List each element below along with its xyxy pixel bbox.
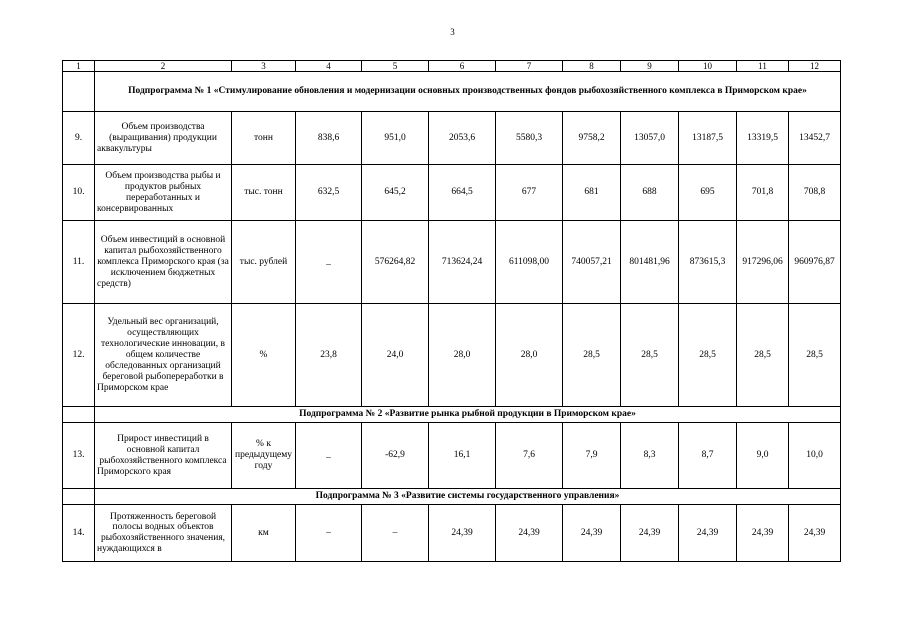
value-cell: 24,0 xyxy=(362,304,429,407)
value-cell: 681 xyxy=(563,165,621,221)
value-cell: _ xyxy=(296,423,362,489)
value-cell: 24,39 xyxy=(737,505,789,562)
value-cell: 13187,5 xyxy=(679,112,737,165)
indicator-name: Прирост инвестиций в основной капитал рыбохозяйственного комплекса Приморского края xyxy=(95,423,232,489)
value-cell: 801481,96 xyxy=(621,221,679,304)
column-header: 9 xyxy=(621,61,679,72)
column-header: 2 xyxy=(95,61,232,72)
indicator-name: Протяженность береговой полосы водных объектов рыбохозяйственного значения, нуждающихся в xyxy=(95,505,232,562)
section-heading: Подпрограмма № 3 «Развитие системы государственного управления» xyxy=(95,489,841,505)
value-cell: 24,39 xyxy=(429,505,496,562)
section-heading: Подпрограмма № 2 «Развитие рынка рыбной продукции в Приморском крае» xyxy=(95,407,841,423)
row-number: 13. xyxy=(63,423,95,489)
section-heading: Подпрограмма № 1 «Стимулирование обновления и модернизации основных производственных фондов рыбохозяйственного комплекса в Приморском крае» xyxy=(95,72,841,112)
value-cell: 8,3 xyxy=(621,423,679,489)
value-cell: 28,5 xyxy=(679,304,737,407)
value-cell: 838,6 xyxy=(296,112,362,165)
unit-cell: км xyxy=(232,505,296,562)
column-header: 7 xyxy=(496,61,563,72)
value-cell: 9758,2 xyxy=(563,112,621,165)
value-cell: 28,5 xyxy=(789,304,841,407)
column-header: 8 xyxy=(563,61,621,72)
value-cell: 28,0 xyxy=(429,304,496,407)
value-cell: 708,8 xyxy=(789,165,841,221)
section-row xyxy=(63,72,841,112)
column-number-row xyxy=(63,61,841,72)
indicator-name: Объем производства рыбы и продуктов рыбных переработанных и консервированных xyxy=(95,165,232,221)
value-cell: 28,5 xyxy=(563,304,621,407)
value-cell: 5580,3 xyxy=(496,112,563,165)
column-header: 10 xyxy=(679,61,737,72)
value-cell: 23,8 xyxy=(296,304,362,407)
indicator-name: Удельный вес организаций, осуществляющих технологические инновации, в общем количестве обследованных организаций береговой рыбопереработки в Приморском крае xyxy=(95,304,232,407)
row-number: 10. xyxy=(63,165,95,221)
column-header: 12 xyxy=(789,61,841,72)
value-cell: – xyxy=(362,505,429,562)
unit-cell: тонн xyxy=(232,112,296,165)
column-header: 3 xyxy=(232,61,296,72)
value-cell: 28,5 xyxy=(737,304,789,407)
value-cell: 13319,5 xyxy=(737,112,789,165)
value-cell: 611098,00 xyxy=(496,221,563,304)
empty-cell xyxy=(63,489,95,505)
value-cell: 632,5 xyxy=(296,165,362,221)
value-cell: 28,0 xyxy=(496,304,563,407)
value-cell: 713624,24 xyxy=(429,221,496,304)
column-header: 11 xyxy=(737,61,789,72)
unit-cell: % к предыдущему году xyxy=(232,423,296,489)
value-cell: 9,0 xyxy=(737,423,789,489)
value-cell: 688 xyxy=(621,165,679,221)
value-cell: 645,2 xyxy=(362,165,429,221)
row-number: 12. xyxy=(63,304,95,407)
value-cell: 24,39 xyxy=(563,505,621,562)
value-cell: 7,9 xyxy=(563,423,621,489)
table-row xyxy=(63,221,841,304)
column-header: 5 xyxy=(362,61,429,72)
table-row xyxy=(63,423,841,489)
value-cell: 24,39 xyxy=(679,505,737,562)
value-cell: 695 xyxy=(679,165,737,221)
table-row xyxy=(63,112,841,165)
value-cell: _ xyxy=(296,221,362,304)
indicators-table xyxy=(62,60,841,562)
value-cell: 10,0 xyxy=(789,423,841,489)
value-cell: 13057,0 xyxy=(621,112,679,165)
value-cell: 701,8 xyxy=(737,165,789,221)
value-cell: – xyxy=(296,505,362,562)
value-cell: 24,39 xyxy=(496,505,563,562)
value-cell: 664,5 xyxy=(429,165,496,221)
row-number: 11. xyxy=(63,221,95,304)
section-row xyxy=(63,489,841,505)
unit-cell: тыс. тонн xyxy=(232,165,296,221)
value-cell: 24,39 xyxy=(621,505,679,562)
value-cell: 28,5 xyxy=(621,304,679,407)
value-cell: 8,7 xyxy=(679,423,737,489)
table-row xyxy=(63,304,841,407)
indicator-name: Объем производства (выращивания) продукции аквакультуры xyxy=(95,112,232,165)
empty-cell xyxy=(63,407,95,423)
value-cell: 960976,87 xyxy=(789,221,841,304)
value-cell: 16,1 xyxy=(429,423,496,489)
indicator-name: Объем инвестиций в основной капитал рыбохозяйственного комплекса Приморского края (за исключением бюджетных средств) xyxy=(95,221,232,304)
column-header: 6 xyxy=(429,61,496,72)
value-cell: 873615,3 xyxy=(679,221,737,304)
unit-cell: тыс. рублей xyxy=(232,221,296,304)
column-header: 4 xyxy=(296,61,362,72)
value-cell: 951,0 xyxy=(362,112,429,165)
value-cell: 677 xyxy=(496,165,563,221)
table-row xyxy=(63,505,841,562)
column-header: 1 xyxy=(63,61,95,72)
value-cell: 13452,7 xyxy=(789,112,841,165)
section-row xyxy=(63,407,841,423)
empty-cell xyxy=(63,72,95,112)
value-cell: 7,6 xyxy=(496,423,563,489)
row-number: 14. xyxy=(63,505,95,562)
table-row xyxy=(63,165,841,221)
value-cell: 576264,82 xyxy=(362,221,429,304)
value-cell: 917296,06 xyxy=(737,221,789,304)
row-number: 9. xyxy=(63,112,95,165)
value-cell: 2053,6 xyxy=(429,112,496,165)
page-number: 3 xyxy=(450,27,455,37)
value-cell: 740057,21 xyxy=(563,221,621,304)
value-cell: -62,9 xyxy=(362,423,429,489)
value-cell: 24,39 xyxy=(789,505,841,562)
unit-cell: % xyxy=(232,304,296,407)
